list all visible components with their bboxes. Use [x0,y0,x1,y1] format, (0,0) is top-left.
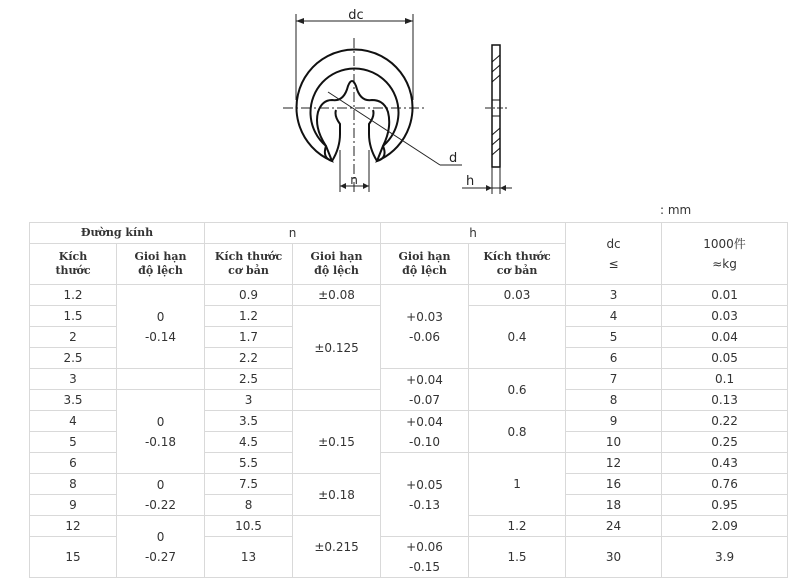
h-tol-cell: +0.06 -0.15 [381,537,469,578]
weight-cell: 0.04 [662,327,788,348]
weight-cell: 0.13 [662,390,788,411]
dc-cell: 30 [566,537,662,578]
header-gioi-han: Gioi hạn độ lệch [117,244,205,285]
n-tol-cell: ±0.215 [293,516,381,578]
n-basic-cell: 4.5 [205,432,293,453]
size-cell: 9 [30,495,117,516]
weight-cell: 3.9 [662,537,788,578]
header-duong-kinh: Đường kính [30,223,205,244]
h-tol-cell: +0.03 -0.06 [381,285,469,369]
dc-cell: 5 [566,327,662,348]
h-dimension-label: h [466,174,475,189]
n-basic-cell: 3.5 [205,411,293,432]
n-basic-cell: 0.9 [205,285,293,306]
h-basic-cell: 1.2 [469,516,566,537]
size-cell: 12 [30,516,117,537]
dc-cell: 8 [566,390,662,411]
dc-cell: 3 [566,285,662,306]
tol-d-cell: 0 -0.14 [117,285,205,369]
weight-cell: 0.05 [662,348,788,369]
tol-d-cell: 0 -0.27 [117,516,205,578]
n-tol-cell: ±0.125 [293,306,381,390]
dc-cell: 10 [566,432,662,453]
weight-cell: 0.22 [662,411,788,432]
dc-cell: 9 [566,411,662,432]
e-ring-spec-table [29,222,788,578]
dc-cell: 12 [566,453,662,474]
size-cell: 15 [30,537,117,578]
n-basic-cell: 1.2 [205,306,293,327]
n-basic-cell: 8 [205,495,293,516]
n-tol-cell: ±0.15 [293,411,381,474]
size-cell: 2.5 [30,348,117,369]
dc-cell: 6 [566,348,662,369]
header-weight: 1000件 ≈kg [662,223,788,285]
weight-cell: 0.01 [662,285,788,306]
size-cell: 3 [30,369,117,390]
header-h: h [381,223,566,244]
n-tol-cell: ±0.18 [293,474,381,516]
header-h-gioi-han: Gioi hạn độ lệch [381,244,469,285]
h-tol-cell: +0.04 -0.10 [381,411,469,453]
size-cell: 4 [30,411,117,432]
weight-cell: 0.76 [662,474,788,495]
h-tol-cell: +0.04 -0.07 [381,369,469,411]
n-basic-cell: 7.5 [205,474,293,495]
h-basic-cell: 0.6 [469,369,566,411]
header-kich-thuoc: Kích thước [30,244,117,285]
dc-cell: 24 [566,516,662,537]
dc-cell: 16 [566,474,662,495]
weight-cell: 0.95 [662,495,788,516]
size-cell: 1.2 [30,285,117,306]
dc-dimension-label: dc [348,8,364,23]
n-basic-cell: 1.7 [205,327,293,348]
n-dimension-label: n [350,173,358,187]
n-basic-cell: 2.2 [205,348,293,369]
size-cell: 3.5 [30,390,117,411]
header-n: n [205,223,381,244]
header-n-kich-thuoc-co-ban: Kích thước cơ bản [205,244,293,285]
size-cell: 8 [30,474,117,495]
dc-cell: 18 [566,495,662,516]
dc-cell: 7 [566,369,662,390]
weight-cell: 0.25 [662,432,788,453]
h-basic-cell: 0.4 [469,306,566,369]
tol-d-cell: 0 -0.22 [117,474,205,516]
header-n-gioi-han: Gioi hạn độ lệch [293,244,381,285]
n-basic-cell: 2.5 [205,369,293,390]
n-tol-cell: ±0.08 [293,285,381,306]
h-basic-cell: 1 [469,453,566,516]
size-cell: 5 [30,432,117,453]
d-dimension-label: d [449,151,458,166]
n-basic-cell: 5.5 [205,453,293,474]
h-tol-cell: +0.05 -0.13 [381,453,469,537]
header-h-kich-thuoc-co-ban: Kích thước cơ bản [469,244,566,285]
tol-d-blank-cell [117,369,205,390]
weight-cell: 0.43 [662,453,788,474]
n-tol-blank-cell [293,390,381,411]
header-dc: dc ≤ [566,223,662,285]
weight-cell: 2.09 [662,516,788,537]
e-ring-technical-drawing [0,0,790,215]
n-basic-cell: 13 [205,537,293,578]
size-cell: 1.5 [30,306,117,327]
dc-cell: 4 [566,306,662,327]
weight-cell: 0.1 [662,369,788,390]
unit-label: : mm [660,203,692,217]
weight-cell: 0.03 [662,306,788,327]
n-basic-cell: 3 [205,390,293,411]
size-cell: 2 [30,327,117,348]
h-basic-cell: 0.8 [469,411,566,453]
size-cell: 6 [30,453,117,474]
n-basic-cell: 10.5 [205,516,293,537]
h-basic-cell: 0.03 [469,285,566,306]
tol-d-cell: 0 -0.18 [117,390,205,474]
h-basic-cell: 1.5 [469,537,566,578]
